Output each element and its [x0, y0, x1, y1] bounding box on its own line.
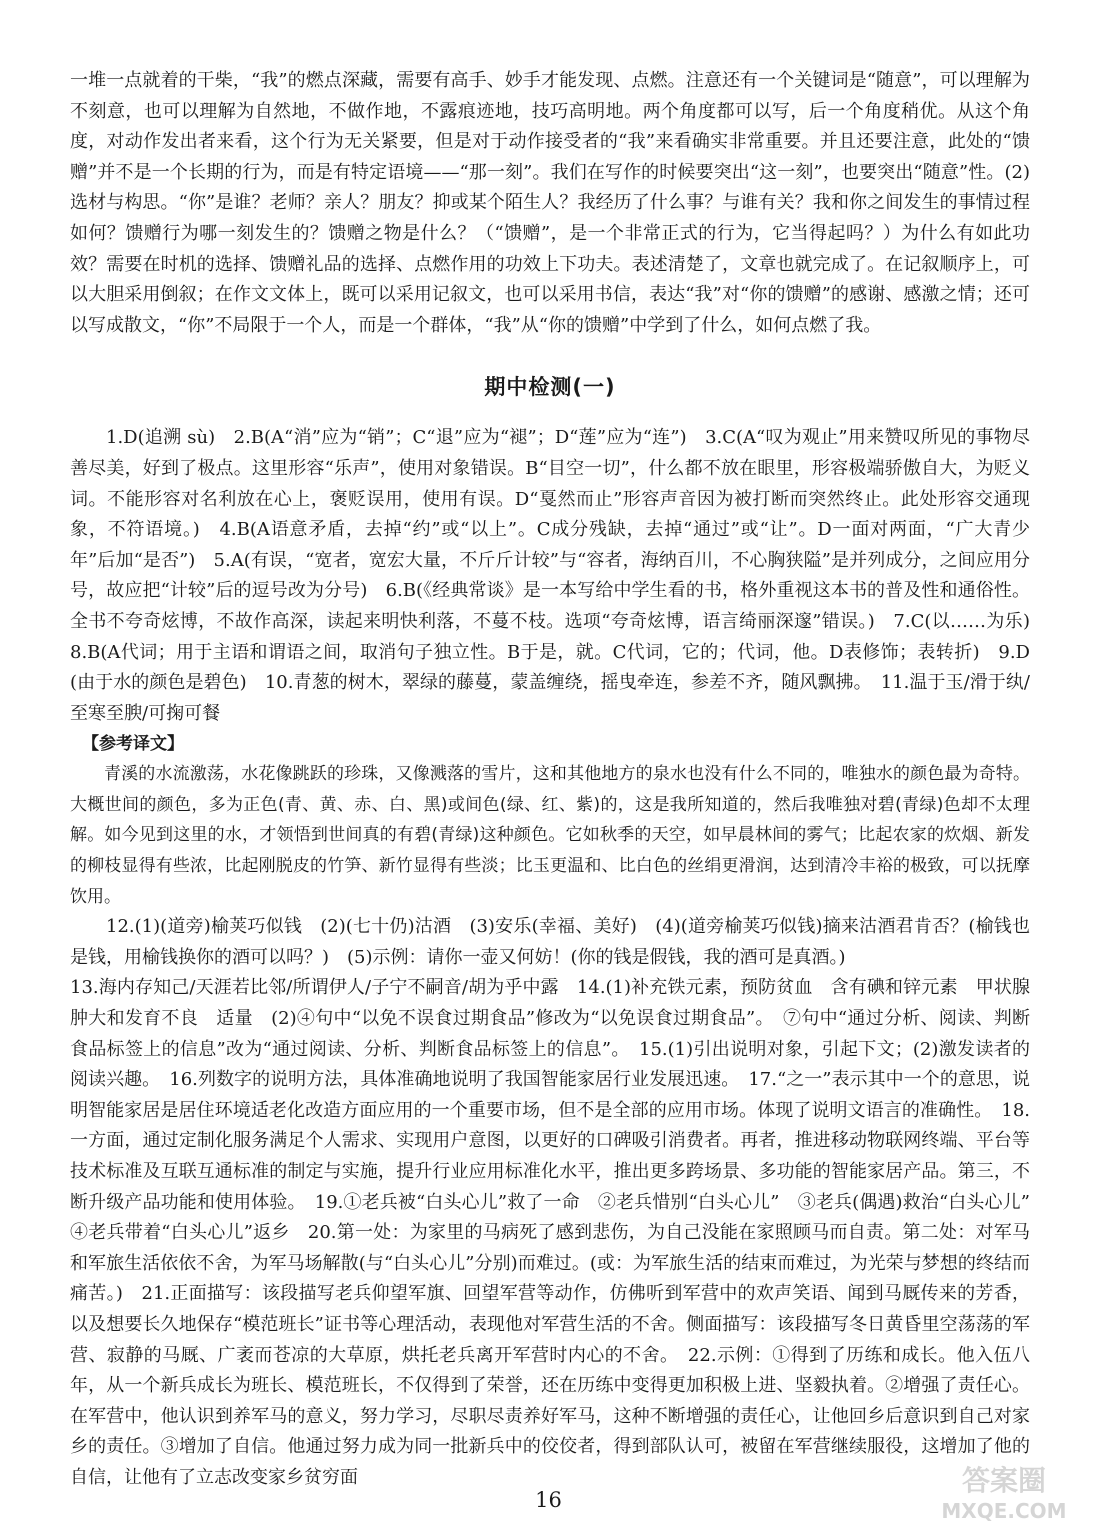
- page-content: [70, 66, 1048, 1494]
- top-paragraph: 一堆一点就着的干柴，“我”的燃点深藏，需要有高手、妙手才能发现、点燃。注意还有一个关键词是“随意”，可以理解为不刻意，也可以理解为自然地，不做作地，不露痕迹地，技巧高明地。两个角度都可以写，后一个角度稍优。从这个角度，对动作发出者来看，这个行为无关紧要，但是对于动作接受者的“我”来看确实非常重要。并且还要注意，此处的“馈赠”并不是一个长期的行为，而是有特定语境——“那一刻”。我们在写作的时候要突出“这一刻”，也要突出“随意”性。(2)选材与构思。“你”是谁？老师？亲人？朋友？抑或某个陌生人？我经历了什么事？与谁有关？我和你之间发生的事情过程如何？馈赠行为哪一刻发生的？馈赠之物是什么？（“馈赠”，是一个非常正式的行为，它当得起吗？）为什么有如此功效？需要在时机的选择、馈赠礼品的选择、点燃作用的功效上下功夫。表述清楚了，文章也就完成了。在记叙顺序上，可以大胆采用倒叙；在作文文体上，既可以采用记叙文，也可以采用书信，表达“我”对“你的馈赠”的感谢、感激之情；还可以写成散文，“你”不局限于一个人，而是一个群体，“我”从“你的馈赠”中学到了什么，如何点燃了我。: [70, 70, 1030, 336]
- reference-translation: 青溪的水流激荡，水花像跳跃的珍珠，又像溅落的雪片，这和其他地方的泉水也没有什么不同的，唯独水的颜色最为奇特。大概世间的颜色，多为正色(青、黄、赤、白、黑)或间色(绿、红、紫)的，这是我所知道的，然后我唯独对碧(青绿)色却不太理解。如今见到这里的水，才领悟到世间真的有碧(青绿)这种颜色。它如秋季的天空，如早晨林间的雾气；比起农家的炊烟、新发的柳枝显得有些浓，比起刚脱皮的竹笋、新竹显得有些淡；比玉更温和、比白色的丝绢更滑润，达到清冷丰裕的极致，可以抚摩饮用。: [70, 764, 1030, 907]
- reference-translation-heading: 【参考译文】: [82, 734, 184, 755]
- answers-part-2: 13.海内存知己/天涯若比邻/所谓伊人/子宁不嗣音/胡为乎中露 14.(1)补充铁元素，预防贫血 含有碘和锌元素 甲状腺肿大和发育不良 适量 (2)④句中“以免不误食过期食品”修改为“以免误食过期食品”。 ⑦句中“通过分析、阅读、判断食品标签上的信息”改为“通过阅读、分析、判断食品标签上的信息”。 15.(1)引出说明对象，引起下文；(2)激发读者的阅读兴趣。 16.列数字的说明方法，具体准确地说明了我国智能家居行业发展迅速。 17.“之一”表示其中一个的意思，说明智能家居是居住环境适老化改造方面应用的一个重要市场，但不是全部的应用市场。体现了说明文语言的准确性。 18.一方面，通过定制化服务满足个人需求、实现用户意图，以更好的口碑吸引消费者。再者，推进移动物联网终端、平台等技术标准及互联互通标准的制定与实施，提升行业应用标准化水平，推出更多跨场景、多功能的智能家居产品。第三，不断升级产品功能和使用体验。 19.①老兵被“白头心儿”救了一命 ②老兵惜别“白头心儿” ③老兵(偶遇)救治“白头心儿” ④老兵带着“白头心儿”返乡 20.第一处：为家里的马病死了感到悲伤，为自己没能在家照顾马而自责。第二处：对军马和军旅生活依依不舍，为军马场解散(与“白头心儿”分别)而难过。(或：为军旅生活的结束而难过，为光荣与梦想的终结而痛苦。) 21.正面描写：该段描写老兵仰望军旗、回望军营等动作，仿佛听到军营中的欢声笑语、闻到马厩传来的芳香，以及想要长久地保存“模范班长”证书等心理活动，表现他对军营生活的不舍。侧面描写：该段描写冬日黄昏里空荡荡的军营、寂静的马厩、广袤而苍凉的大草原，烘托老兵离开军营时内心的不舍。 22.示例：①得到了历练和成长。他入伍八年，从一个新兵成长为班长、模范班长，不仅得到了荣誉，还在历练中变得更加积极上进、坚毅执着。②增强了责任心。在军营中，他认识到养军马的意义，努力学习，尽职尽责养好军马，这种不断增强的责任心，让他回乡后意识到自己对家乡的责任。③增加了自信。他通过努力成为同一批新兵中的佼佼者，得到部队认可，被留在军营继续服役，这增加了他的自信，让他有了立志改变家乡贫穷面: [70, 977, 1048, 1488]
- watermark-logo: [929, 1458, 1079, 1528]
- page-number: 16: [535, 1488, 562, 1512]
- answers-part-1: 1.D(追溯 sù) 2.B(A“消”应为“销”；C“退”应为“褪”；D“莲”应为“连”) 3.C(A“叹为观止”用来赞叹所见的事物尽善尽美，好到了极点。这里形容“乐声”，使用对象错误。B“目空一切”，什么都不放在眼里，形容极端骄傲自大，为贬义词。不能形容对名利放在心上，褒贬误用，使用有误。D“戛然而止”形容声音因为被打断而突然终止。此处形容交通现象，不符语境。) 4.B(A语意矛盾，去掉“约”或“以上”。C成分残缺，去掉“通过”或“让”。D一面对两面，“广大青少年”后加“是否”) 5.A(有误，“宽者，宽宏大量，不斤斤计较”与“容者，海纳百川，不心胸狭隘”是并列成分，之间应用分号，故应把“计较”后的逗号改为分号) 6.B(《经典常谈》是一本写给中学生看的书，格外重视这本书的普及性和通俗性。全书不夸奇炫博，不故作高深，读起来明快利落，不蔓不枝。选项“夸奇炫博，语言绮丽深邃”错误。) 7.C(以……为乐) 8.B(A代词；用于主语和谓语之间，取消句子独立性。B于是，就。C代词，它的；代词，他。D表修饰；表转折) 9.D(由于水的颜色是碧色) 10.青葱的树木，翠绿的藤蔓，蒙盖缠绕，摇曳牵连，参差不齐，随风飘拂。 11.温于玉/滑于纨/至寒至腴/可掬可餐: [70, 427, 1048, 724]
- watermark-line-1: 答案圈: [961, 1464, 1047, 1497]
- answers-question-12: 12.(1)(道旁)榆荚巧似钱 (2)(七十仍)沽酒 (3)安乐(幸福、美好) (4)(道旁榆荚巧似钱)摘来沽酒君肯否？(榆钱也是钱，用榆钱换你的酒可以吗？) (5)示例：请你一壶又何妨！(你的钱是假钱，我的酒可是真酒。): [70, 916, 1030, 968]
- watermark-line-2: MXQE.COM: [941, 1499, 1067, 1523]
- section-title: 期中检测(一): [484, 375, 616, 400]
- watermark-graphic: [929, 1458, 1079, 1528]
